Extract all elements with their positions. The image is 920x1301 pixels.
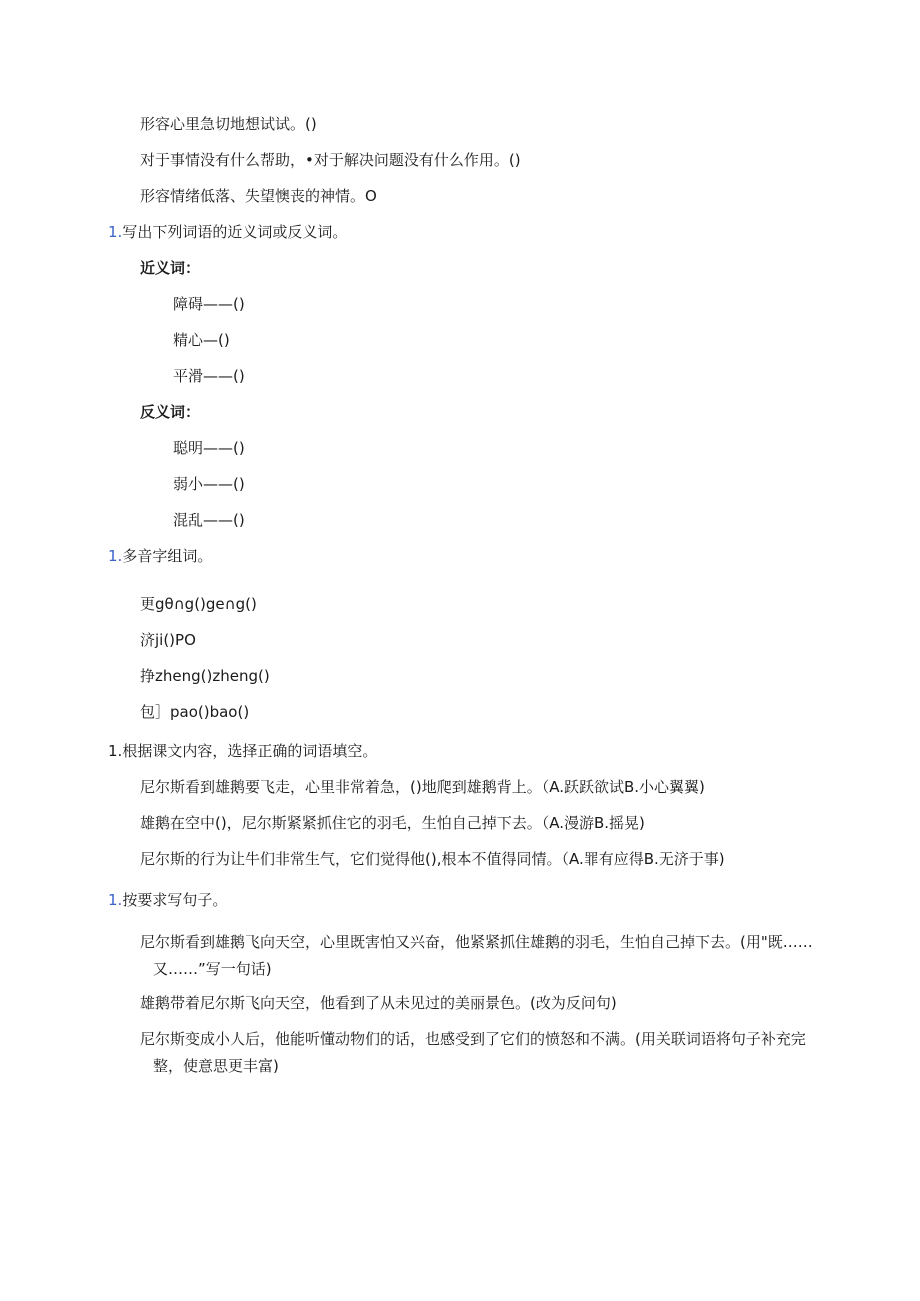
- definition-1: 形容心里急切地想试试。(): [140, 115, 317, 133]
- synonym-item: 精心—(): [173, 331, 230, 349]
- fill-item: 尼尔斯的行为让牛们非常生气，它们觉得他(),根本不值得同情。（A.罪有应得B.无济于事): [140, 850, 725, 868]
- question-number: 1.: [108, 223, 123, 241]
- question-synonym-heading: [108, 222, 347, 242]
- synonym-label: 近义词：: [140, 259, 201, 277]
- definition-3: 形容情绪低落、失望懊丧的神情。O: [140, 187, 377, 205]
- write-item: 雄鹅带着尼尔斯飞向天空，他看到了从未见过的美丽景色。(改为反问句): [140, 994, 617, 1012]
- polyphone-item: 更gθ∩g()ge∩g(): [140, 595, 257, 613]
- antonym-item: 混乱——(): [173, 511, 245, 529]
- fill-item: 尼尔斯看到雄鹅要飞走，心里非常着急，()地爬到雄鹅背上。（A.跃跃欲试B.小心翼翼): [140, 778, 705, 796]
- polyphone-item: 挣zheng()zheng(): [140, 667, 270, 685]
- antonym-item: 弱小——(): [173, 475, 245, 493]
- polyphone-item: 济ji()PO: [140, 631, 196, 649]
- synonym-item: 平滑——(): [173, 367, 245, 385]
- antonym-label: 反义词：: [140, 403, 201, 421]
- write-item: 尼尔斯看到雄鹅飞向天空，心里既害怕又兴奋，他紧紧抓住雄鹅的羽毛，生怕自己掉下去。(用"既……又……”写一句话): [140, 933, 813, 978]
- question-write-heading: [108, 890, 227, 910]
- fill-item: 雄鹅在空中()，尼尔斯紧紧抓住它的羽毛，生怕自己掉下去。（A.漫游B.摇晃): [140, 814, 645, 832]
- question-text: 写出下列词语的近义词或反义词。: [122, 223, 348, 241]
- question-polyphone-heading: [108, 546, 212, 566]
- antonym-item: 聪明——(): [173, 439, 245, 457]
- polyphone-item: 包］pao()bao(): [140, 703, 250, 721]
- synonym-item: 障碍——(): [173, 295, 245, 313]
- question-number: 1.: [108, 742, 123, 760]
- definition-2: 对于事情没有什么帮助，•对于解决问题没有什么作用。(): [140, 151, 521, 169]
- question-text: 根据课文内容，选择正确的词语填空。: [122, 742, 378, 760]
- write-item: 尼尔斯变成小人后，他能听懂动物们的话，也感受到了它们的愤怒和不满。(用关联词语将句子补充完整，使意思更丰富): [140, 1030, 806, 1075]
- question-number: 1.: [108, 891, 123, 909]
- question-fill-heading: [108, 741, 377, 761]
- question-text: 按要求写句子。: [122, 891, 228, 909]
- question-text: 多音字组词。: [122, 547, 213, 565]
- question-number: 1.: [108, 547, 123, 565]
